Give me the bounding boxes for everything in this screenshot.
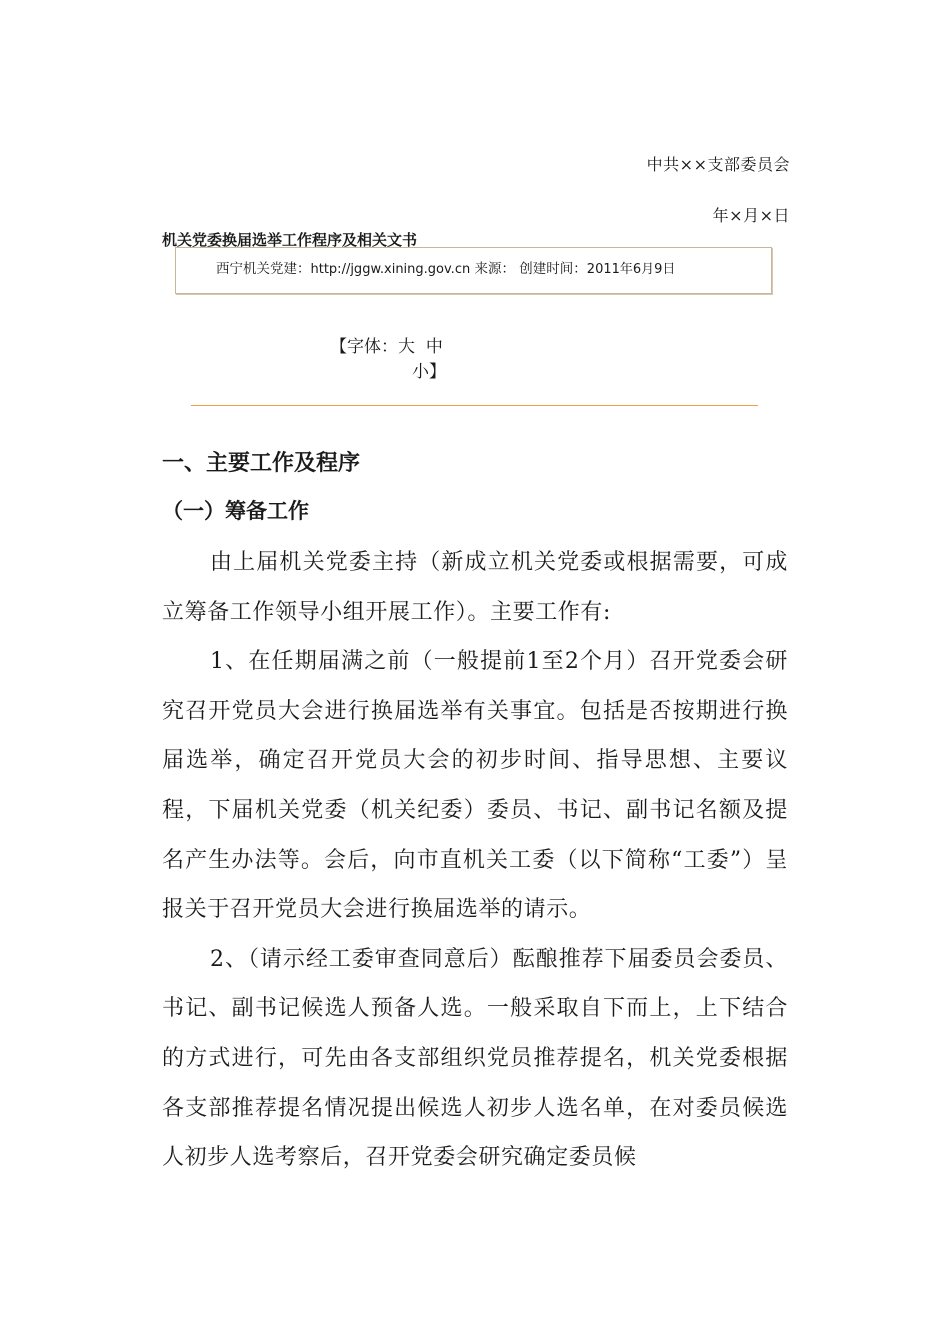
font-size-suffix: 】	[429, 362, 446, 382]
font-size-large-link[interactable]: 大	[398, 337, 415, 357]
body-paragraph: 1、在任期届满之前（一般提前1至2个月）召开党委会研究召开党员大会进行换届选举有关事宜。包括是否按期进行换届选举，确定召开党员大会的初步时间、指导思想、主要议程，下届机关党委（机关纪委）委员、书记、副书记名额及提名产生办法等。会后，向市直机关工委（以下简称“工委”）呈报关于召开党员大会进行换届选举的请示。	[162, 649, 788, 923]
font-size-small-link[interactable]: 小	[412, 362, 429, 382]
signature-date: 年×月×日	[712, 206, 790, 225]
meta-source-site: 西宁机关党建：	[216, 261, 311, 277]
meta-source-label: 来源：	[470, 261, 515, 277]
font-size-control	[330, 335, 460, 385]
meta-created-label: 创建时间：	[515, 261, 587, 277]
font-size-line2	[330, 360, 460, 385]
section-heading-1: 一、主要工作及程序	[162, 451, 361, 476]
content-divider	[191, 405, 758, 406]
article-body	[162, 538, 788, 1183]
meta-created-value: 2011年6月9日	[586, 262, 676, 277]
font-size-medium-link[interactable]: 中	[425, 337, 443, 357]
subsection-heading: （一）筹备工作	[162, 499, 309, 523]
meta-url: http://jggw.xining.gov.cn	[310, 262, 471, 277]
body-paragraph: 由上届机关党委主持（新成立机关党委或根据需要，可成立筹备工作领导小组开展工作）。主要工作有:	[162, 550, 788, 625]
article-meta-box	[175, 247, 772, 294]
signature-organization: 中共××支部委员会	[646, 155, 790, 174]
font-size-prefix: 【字体：	[330, 337, 398, 357]
article-meta-line	[216, 257, 675, 277]
article-title: 机关党委换届选举工作程序及相关文书	[162, 231, 418, 249]
body-paragraph: 2、（请示经工委审查同意后）酝酿推荐下届委员会委员、书记、副书记候选人预备人选。一般采取自下而上，上下结合的方式进行，可先由各支部组织党员推荐提名，机关党委根据各支部推荐提名情况提出候选人初步人选名单，在对委员候选人初步人选考察后，召开党委会研究确定委员候	[162, 946, 788, 1171]
